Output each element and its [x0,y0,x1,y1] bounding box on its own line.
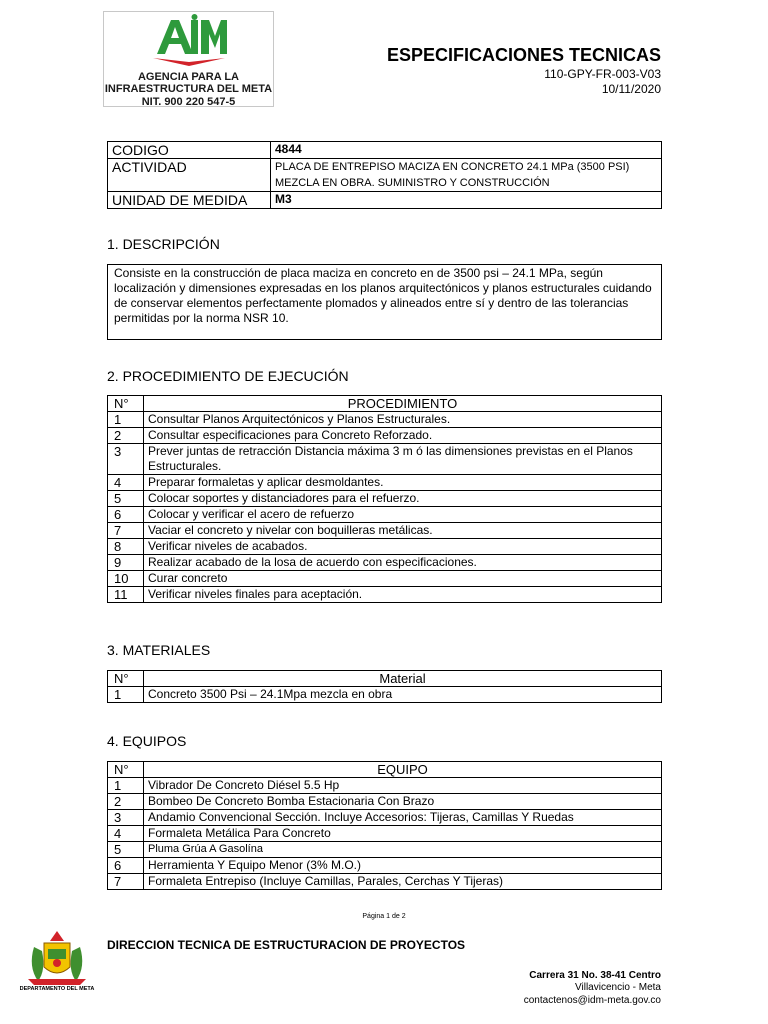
footer-email: contactenos@idm-meta.gov.co [523,995,661,1006]
actividad-value: PLACA DE ENTREPISO MACIZA EN CONCRETO 24.1 MPa (3500 PSI) MEZCLA EN OBRA. SUMINISTRO Y CONSTRUCCIÓN [271,159,662,192]
procedimiento-row [108,587,662,603]
document-date: 10/11/2020 [601,82,661,96]
equipo-row-number: 6 [108,858,144,874]
actividad-label: ACTIVIDAD [108,159,271,192]
procedimiento-row-text: Curar concreto [144,571,662,587]
procedimiento-row-text: Consultar Planos Arquitectónicos y Planos Estructurales. [144,412,662,428]
procedimiento-row-number: 10 [108,571,144,587]
materiales-rows [108,687,662,703]
document-title: ESPECIFICACIONES TECNICAS [386,45,661,65]
procedimiento-row [108,428,662,444]
equipos-table [107,761,662,890]
procedimiento-row-number: 3 [108,444,144,475]
procedimiento-row-text: Colocar soportes y distanciadores para el refuerzo. [144,491,662,507]
equipo-row-text: Pluma Grúa A Gasolína [144,842,662,858]
procedimiento-row [108,571,662,587]
procedimiento-row-text: Vaciar el concreto y nivelar con boquilleras metálicas. [144,523,662,539]
procedimiento-header-row [108,396,662,412]
unidad-row [108,192,662,209]
codigo-value: 4844 [271,142,662,159]
procedimiento-row [108,444,662,475]
equipo-row-number: 5 [108,842,144,858]
procedimiento-row [108,555,662,571]
equipo-row-number: 4 [108,826,144,842]
materiales-table [107,670,662,703]
equipo-row-number: 3 [108,810,144,826]
equipo-row [108,842,662,858]
equipo-row [108,826,662,842]
footer-city: Villavicencio - Meta [575,982,661,993]
seal-caption: DEPARTAMENTO DEL META [19,986,95,992]
procedimiento-row-number: 7 [108,523,144,539]
equipo-row-number: 2 [108,794,144,810]
equipos-header-row [108,762,662,778]
procedimiento-col-label: PROCEDIMIENTO [144,396,662,412]
material-row-number: 1 [108,687,144,703]
equipo-row [108,858,662,874]
equipo-row-number: 7 [108,874,144,890]
equipo-row [108,810,662,826]
procedimiento-row-text: Preparar formaletas y aplicar desmoldantes. [144,475,662,491]
actividad-row [108,159,662,192]
procedimiento-row-number: 1 [108,412,144,428]
procedimiento-row [108,491,662,507]
procedimiento-row-text: Verificar niveles de acabados. [144,539,662,555]
procedimiento-row [108,523,662,539]
procedimiento-row-number: 11 [108,587,144,603]
material-row [108,687,662,703]
procedimiento-col-n: N° [108,396,144,412]
materiales-col-n: N° [108,671,144,687]
unidad-value: M3 [271,192,662,209]
equipo-row-text: Formaleta Metálica Para Concreto [144,826,662,842]
procedimiento-row-number: 8 [108,539,144,555]
equipos-rows [108,778,662,890]
equipo-row [108,778,662,794]
descripcion-heading: 1. DESCRIPCIÓN [107,236,220,252]
procedimiento-row-number: 2 [108,428,144,444]
identification-table [107,141,662,209]
procedimiento-row-number: 6 [108,507,144,523]
codigo-row [108,142,662,159]
materiales-header-row [108,671,662,687]
logo-line-2: INFRAESTRUCTURA DEL META [104,83,273,95]
procedimiento-row [108,412,662,428]
agency-logo [103,11,274,107]
procedimiento-heading: 2. PROCEDIMIENTO DE EJECUCIÓN [107,368,349,384]
procedimiento-row-number: 9 [108,555,144,571]
aim-logo-mark-icon [149,14,229,70]
logo-line-3: NIT. 900 220 547-5 [141,96,236,108]
procedimiento-row-number: 5 [108,491,144,507]
equipo-row [108,874,662,890]
procedimiento-row-text: Verificar niveles finales para aceptación. [144,587,662,603]
procedimiento-row [108,507,662,523]
equipo-row-text: Bombeo De Concreto Bomba Estacionaria Con Brazo [144,794,662,810]
descripcion-text: Consiste en la construcción de placa maciza en concreto en de 3500 psi – 24.1 MPa, según localización y dimensiones expresadas en los planos arquitectónicos y planos estructurales cuidando de conservar elementos perfectamente plomados y alineados entre sí y dentro de las tolerancias permitidas por la norma NSR 10. [107,264,662,340]
procedimiento-row-text: Prever juntas de retracción Distancia máxima 3 m ó las dimensiones previstas en el Planos Estructurales. [144,444,662,475]
footer-direction: DIRECCION TECNICA DE ESTRUCTURACION DE PROYECTOS [107,938,466,952]
materiales-heading: 3. MATERIALES [107,642,211,658]
equipo-row-number: 1 [108,778,144,794]
equipos-col-label: EQUIPO [144,762,662,778]
equipos-col-n: N° [108,762,144,778]
footer-address: Carrera 31 No. 38-41 Centro [529,970,661,981]
logo-line-1: AGENCIA PARA LA [137,71,240,83]
procedimiento-row-text: Colocar y verificar el acero de refuerzo [144,507,662,523]
materiales-col-label: Material [144,671,662,687]
equipo-row-text: Herramienta Y Equipo Menor (3% M.O.) [144,858,662,874]
procedimiento-row [108,539,662,555]
procedimiento-rows [108,412,662,603]
codigo-label: CODIGO [108,142,271,159]
procedimiento-row-text: Consultar especificaciones para Concreto Reforzado. [144,428,662,444]
document-code: 110-GPY-FR-003-V03 [544,67,661,81]
procedimiento-row-text: Realizar acabado de la losa de acuerdo con especificaciones. [144,555,662,571]
equipo-row-text: Andamio Convencional Sección. Incluye Accesorios: Tijeras, Camillas Y Ruedas [144,810,662,826]
procedimiento-row [108,475,662,491]
equipo-row-text: Formaleta Entrepiso (Incluye Camillas, Parales, Cerchas Y Tijeras) [144,874,662,890]
page-number: Página 1 de 2 [362,913,406,920]
unidad-label: UNIDAD DE MEDIDA [108,192,271,209]
procedimiento-table [107,395,662,603]
procedimiento-row-number: 4 [108,475,144,491]
equipo-row-text: Vibrador De Concreto Diésel 5.5 Hp [144,778,662,794]
equipos-heading: 4. EQUIPOS [107,733,187,749]
material-row-text: Concreto 3500 Psi – 24.1Mpa mezcla en obra [144,687,662,703]
equipo-row [108,794,662,810]
